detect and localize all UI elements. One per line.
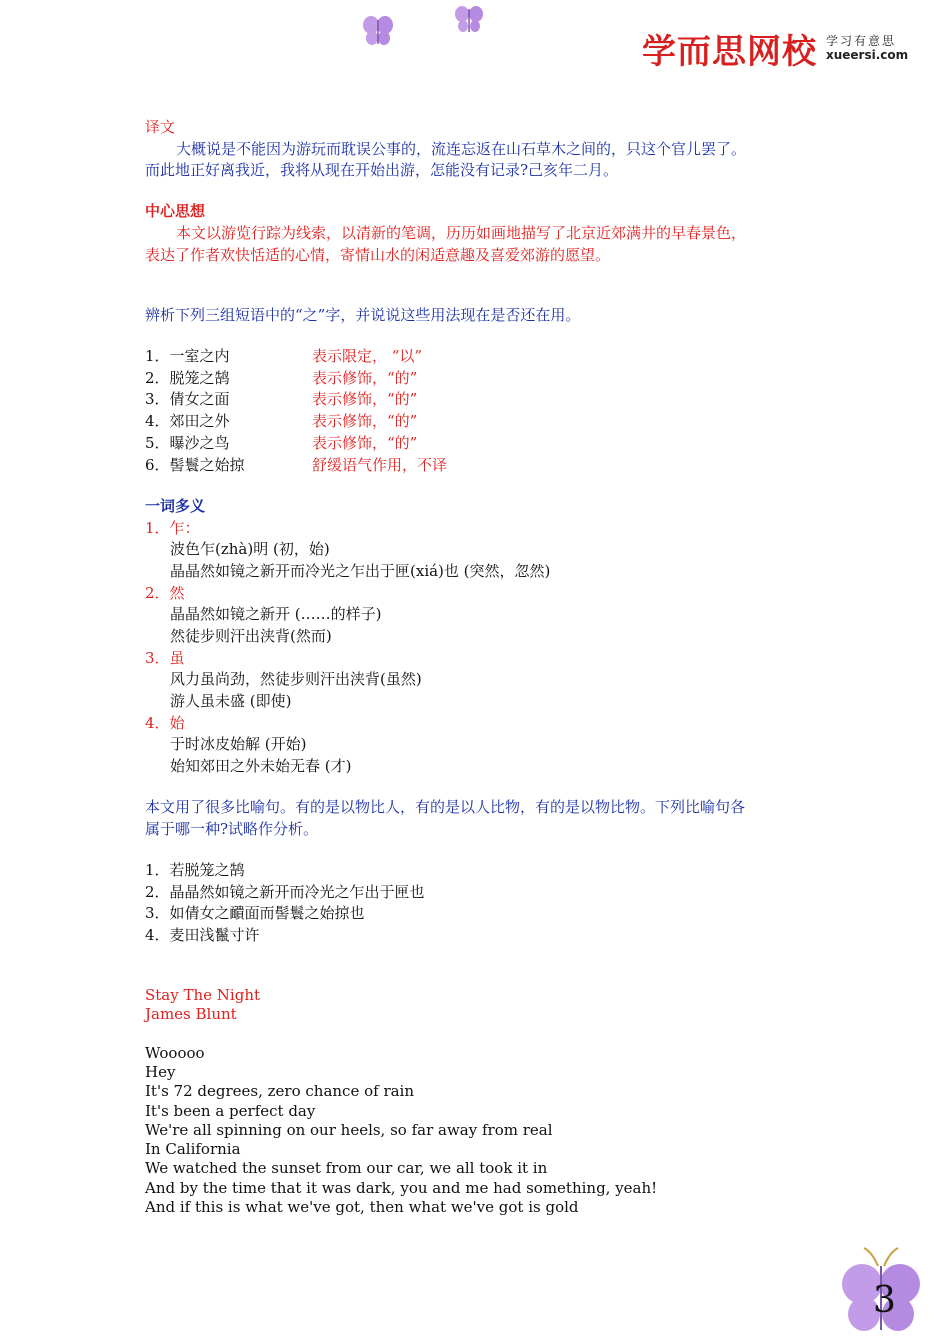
lyric-line: In California — [145, 1140, 241, 1158]
translation-heading: 译文 — [145, 118, 176, 136]
zhi-item-meaning: 表示修饰，“的” — [312, 390, 418, 408]
metaphor-prompt: 属于哪一种?试略作分析。 — [145, 820, 319, 838]
central-idea-line: 本文以游览行踪为线索，以清新的笔调，历历如画地描写了北京近郊满井的早春景色， — [176, 224, 747, 242]
logo-tagline: 学习有意思 — [826, 34, 897, 48]
zhi-item-meaning: 表示修饰，“的” — [312, 434, 418, 452]
polysemy-word-label: 1．乍： — [145, 519, 200, 537]
song-artist: James Blunt — [145, 1005, 237, 1023]
lyric-line: And if this is what we've got, then what we've got is gold — [145, 1198, 579, 1216]
zhi-question-prompt: 辨析下列三组短语中的“之”字，并说说这些用法现在是否还在用。 — [145, 306, 581, 324]
metaphor-item: 3．如倩女之靧面而髻鬟之始掠也 — [145, 904, 365, 922]
logo-text: 学而思网校 — [642, 32, 817, 72]
zhi-item-meaning: 表示修饰，“的” — [312, 412, 418, 430]
lyric-line: We watched the sunset from our car, we all took it in — [145, 1159, 548, 1177]
polysemy-example: 始知郊田之外未始无春 (才) — [170, 757, 352, 775]
zhi-item-phrase: 3．倩女之面 — [145, 390, 230, 408]
polysemy-heading: 一词多义 — [145, 497, 206, 515]
butterfly-icon — [452, 3, 486, 35]
metaphor-item: 4．麦田浅鬣寸许 — [145, 926, 260, 944]
lyric-line: It's 72 degrees, zero chance of rain — [145, 1082, 415, 1100]
polysemy-example: 游人虽未盛 (即使) — [170, 692, 292, 710]
polysemy-example: 晶晶然如镜之新开而冷光之乍出于匣(xiá)也 (突然，忽然) — [170, 562, 551, 580]
zhi-item-phrase: 4．郊田之外 — [145, 412, 230, 430]
polysemy-example: 风力虽尚劲，然徒步则汗出浃背(虽然) — [170, 670, 422, 688]
polysemy-word-label: 4．始 — [145, 714, 185, 732]
central-idea-line: 表达了作者欢快恬适的心情，寄情山水的闲适意趣及喜爱郊游的愿望。 — [145, 246, 611, 264]
zhi-item-phrase: 2．脱笼之鹄 — [145, 369, 230, 387]
central-idea-heading: 中心思想 — [145, 202, 206, 220]
lyric-line: Wooooo — [145, 1044, 205, 1062]
polysemy-example: 于时冰皮始解 (开始) — [170, 735, 307, 753]
lyric-line: And by the time that it was dark, you and me had something, yeah! — [145, 1179, 658, 1197]
lyric-line: It's been a perfect day — [145, 1102, 316, 1120]
metaphor-prompt: 本文用了很多比喻句。有的是以物比人，有的是以人比物，有的是以物比物。下列比喻句各 — [145, 798, 746, 816]
lyric-line: Hey — [145, 1063, 176, 1081]
song-title: Stay The Night — [145, 986, 261, 1004]
polysemy-example: 波色乍(zhà)明 (初，始) — [170, 540, 330, 558]
polysemy-word-label: 3．虽 — [145, 649, 185, 667]
zhi-item-phrase: 1．一室之内 — [145, 347, 230, 365]
polysemy-example: 晶晶然如镜之新开 (……的样子) — [170, 605, 382, 623]
polysemy-word-label: 2．然 — [145, 584, 185, 602]
lyric-line: We're all spinning on our heels, so far away from real — [145, 1121, 553, 1139]
metaphor-item: 2．晶晶然如镜之新开而冷光之乍出于匣也 — [145, 883, 425, 901]
zhi-item-meaning: 表示修饰，“的” — [312, 369, 418, 387]
zhi-item-meaning: 表示限定， “以” — [312, 347, 423, 365]
page-number: 3 — [873, 1280, 896, 1321]
zhi-item-meaning: 舒缓语气作用，不译 — [312, 456, 448, 474]
polysemy-example: 然徒步则汗出浃背(然而) — [170, 627, 332, 645]
zhi-item-phrase: 6．髻鬟之始掠 — [145, 456, 245, 474]
zhi-item-phrase: 5．曝沙之鸟 — [145, 434, 230, 452]
translation-line: 大概说是不能因为游玩而耽误公事的，流连忘返在山石草木之间的，只这个官儿罢了。 — [176, 140, 747, 158]
logo-domain: xueersi.com — [826, 48, 909, 62]
butterfly-icon — [360, 12, 396, 48]
translation-line: 而此地正好离我近，我将从现在开始出游，怎能没有记录?己亥年二月。 — [145, 161, 619, 179]
metaphor-item: 1．若脱笼之鹄 — [145, 861, 245, 879]
